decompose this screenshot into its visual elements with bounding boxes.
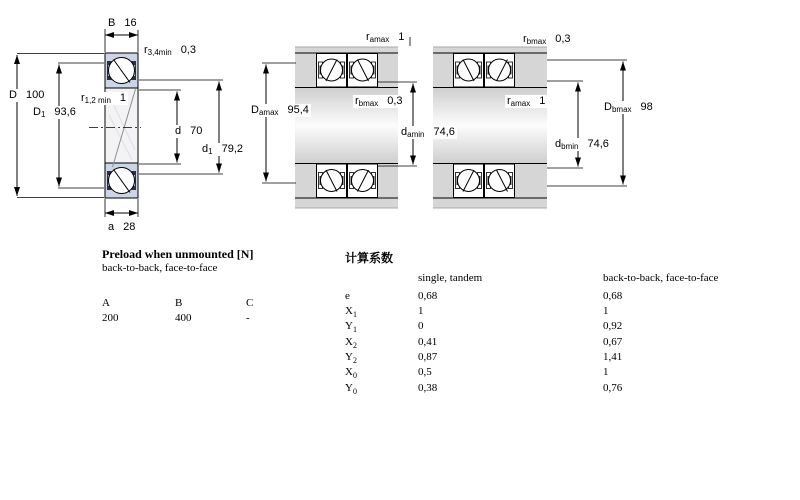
dim-symbol: B: [108, 17, 116, 29]
dim-symbol: d: [175, 125, 182, 137]
factors-row-X2: [345, 336, 745, 351]
dim-label-Damax: [249, 104, 311, 117]
dim-symbol: D: [9, 89, 17, 101]
factor-paired-value: 1: [603, 305, 609, 317]
factor-symbol: $Y_2$: [345, 351, 357, 365]
factor-single-value: 0,41: [418, 336, 438, 348]
preload-table: [102, 247, 322, 337]
dim-subscript: amax: [258, 108, 279, 117]
dim-symbol: d: [202, 143, 209, 155]
dim-label-ramax-right: [505, 95, 547, 108]
dim-label-d: [173, 125, 204, 138]
factor-single-value: 0,87: [418, 351, 438, 363]
factor-symbol: $Y_0$: [345, 382, 357, 396]
dim-symbol: D: [604, 101, 612, 113]
dim-value: 100: [25, 89, 45, 101]
dim-label-D1: [31, 106, 78, 119]
dim-value: 95,4: [287, 104, 309, 116]
factors-col1-header: single, tandem: [418, 272, 483, 284]
dim-value: 28: [123, 221, 136, 233]
face-to-face-arrangement-figure: [433, 38, 627, 208]
dim-symbol: d: [401, 126, 408, 138]
dim-symbol: r: [81, 92, 85, 104]
dim-subscript: bmin: [561, 142, 579, 151]
preload-value: -: [246, 312, 250, 324]
factor-paired-value: 0,67: [603, 336, 623, 348]
factor-paired-value: 0,76: [603, 382, 623, 394]
dim-value: 0,3: [387, 95, 403, 107]
factors-table-title: 计算系数: [345, 251, 394, 265]
factor-single-value: 0,68: [418, 290, 438, 302]
dim-symbol: r: [355, 95, 359, 107]
factors-row-e: [345, 290, 745, 305]
dim-label-rbmax-right-top: [521, 33, 573, 46]
factor-symbol: $X_2$: [345, 336, 357, 350]
factors-col2-header: back-to-back, face-to-face: [603, 272, 719, 284]
dim-subscript: 1: [40, 110, 46, 119]
back-to-back-arrangement-figure: [262, 37, 417, 208]
dim-subscript: amax: [369, 35, 390, 44]
dim-value: 0,3: [180, 44, 196, 56]
factor-symbol: e: [345, 290, 350, 302]
preload-table-title: Preload when unmounted [N]: [102, 247, 254, 261]
factor-symbol: $X_1$: [345, 305, 357, 319]
factor-paired-value: 1,41: [603, 351, 623, 363]
dim-label-Dbmax: [602, 101, 655, 114]
dim-symbol: d: [555, 138, 562, 150]
dim-value: 1: [119, 92, 127, 104]
dim-subscript: bmax: [611, 105, 632, 114]
preload-table-subtitle: back-to-back, face-to-face: [102, 262, 218, 274]
dim-subscript: 3,4min: [147, 48, 172, 57]
dim-subscript: amin: [407, 130, 425, 139]
dim-label-ramax-middle-top: [364, 31, 406, 44]
dim-symbol: r: [523, 33, 527, 45]
factor-single-value: 0,5: [418, 366, 432, 378]
factors-row-X1: [345, 305, 745, 320]
preload-value: 200: [102, 312, 119, 324]
factors-row-Y1: [345, 320, 745, 335]
dim-subscript: amax: [510, 99, 531, 108]
dim-label-r12min: [79, 92, 128, 105]
dim-subscript: 1,2 min: [84, 96, 111, 105]
calculation-factors-table: [345, 249, 765, 409]
dim-symbol: D: [33, 106, 41, 118]
dim-subscript: bmax: [358, 99, 379, 108]
dim-label-damin: [399, 126, 457, 139]
dim-label-dbmin: [553, 138, 611, 151]
dim-label-B: [106, 17, 139, 30]
left-bearing-cross-section: [17, 29, 223, 217]
preload-column-header: A: [102, 297, 110, 309]
factor-symbol: $Y_1$: [345, 320, 357, 334]
dim-label-a: [106, 221, 137, 234]
factor-paired-value: 0,92: [603, 320, 623, 332]
dim-value: 74,6: [587, 138, 609, 150]
preload-column-header: B: [175, 297, 183, 309]
dim-value: 16: [124, 17, 137, 29]
dim-symbol: r: [366, 31, 370, 43]
dim-value: 70: [190, 125, 203, 137]
dim-value: 74,6: [433, 126, 455, 138]
dim-symbol: r: [144, 44, 148, 56]
factors-row-Y2: [345, 351, 745, 366]
dim-value: 1: [539, 95, 546, 107]
dim-value: 79,2: [221, 143, 243, 155]
dim-value: 1: [398, 31, 405, 43]
dim-subscript: bmax: [526, 37, 547, 46]
preload-value: 400: [175, 312, 192, 324]
preload-column-header: C: [246, 297, 254, 309]
dim-label-d1: [200, 143, 245, 156]
dim-value: 0,3: [555, 33, 571, 45]
dim-value: 93,6: [54, 106, 76, 118]
dim-symbol: D: [251, 104, 259, 116]
factor-paired-value: 0,68: [603, 290, 623, 302]
factor-single-value: 0,38: [418, 382, 438, 394]
factor-single-value: 0: [418, 320, 424, 332]
factors-row-X0: [345, 366, 745, 381]
dim-label-D: [7, 89, 46, 102]
dim-value: 98: [640, 101, 653, 113]
dim-subscript: 1: [208, 147, 213, 156]
dim-symbol: r: [507, 95, 511, 107]
dim-label-r34min: [142, 44, 198, 57]
factor-single-value: 1: [418, 305, 424, 317]
factor-symbol: $X_0$: [345, 366, 357, 380]
factors-row-Y0: [345, 382, 745, 397]
dim-label-rbmax-middle: [353, 95, 405, 108]
dim-symbol: a: [108, 221, 115, 233]
factor-paired-value: 1: [603, 366, 609, 378]
